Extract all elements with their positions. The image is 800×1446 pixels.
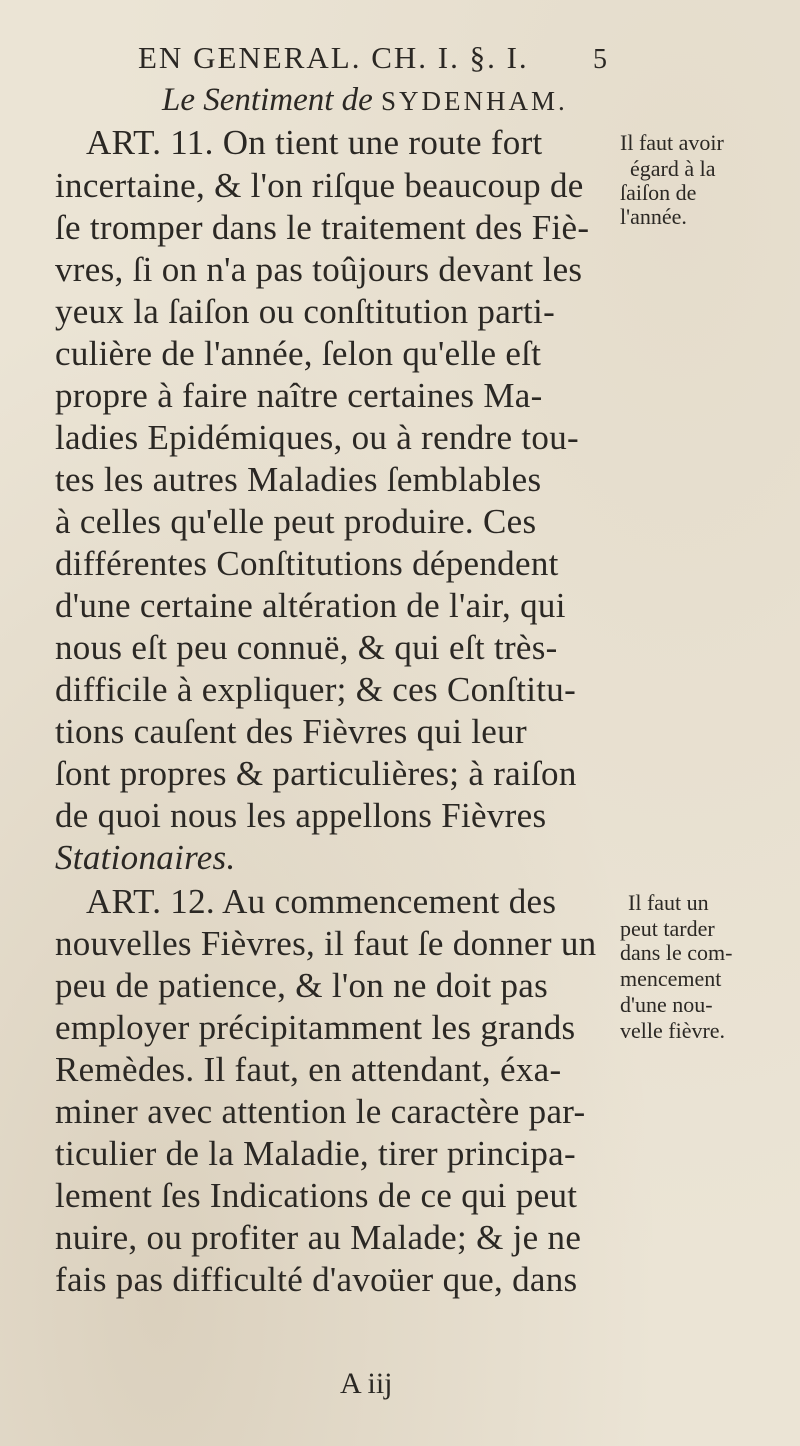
margin-note-line: Il faut avoir <box>620 130 724 155</box>
body-line: à celles qu'elle peut produire. Ces <box>55 502 537 541</box>
body-line: Remèdes. Il faut, en attendant, éxa- <box>55 1050 562 1089</box>
section-title-name: SYDENHAM. <box>381 86 568 116</box>
body-line: ART. 11. On tient une route fort <box>86 123 543 162</box>
margin-note-line: mencement <box>620 966 722 991</box>
margin-note-line: dans le com- <box>620 940 733 965</box>
body-line: ſont propres & particulières; à raiſon <box>55 754 577 793</box>
body-line: culière de l'année, ſelon qu'elle eſt <box>55 334 542 373</box>
running-head-text: EN GENERAL. CH. I. §. I. <box>138 40 529 75</box>
body-line: nouvelles Fièvres, il faut ſe donner un <box>55 924 597 963</box>
body-line: ART. 12. Au commencement des <box>86 882 557 921</box>
body-line: tions cauſent des Fièvres qui leur <box>55 712 527 751</box>
page-signature: 5 <box>593 44 609 75</box>
body-line: nuire, ou profiter au Malade; & je ne <box>55 1218 582 1257</box>
body-line: nous eſt peu connuë, & qui eſt très- <box>55 628 558 667</box>
margin-note-line: d'une nou- <box>620 992 713 1017</box>
body-line: lement ſes Indications de ce qui peut <box>55 1176 578 1215</box>
margin-note-line: Il faut un <box>628 890 709 915</box>
body-line: difficile à expliquer; & ces Conſtitu- <box>55 670 577 709</box>
body-line: Stationaires. <box>55 838 236 877</box>
body-line: employer précipitamment les grands <box>55 1008 576 1047</box>
body-line: ladies Epidémiques, ou à rendre tou- <box>55 418 579 457</box>
margin-note-line: peut tarder <box>620 916 715 941</box>
body-line: fais pas difficulté d'avoüer que, dans <box>55 1260 578 1299</box>
body-line: tes les autres Maladies ſemblables <box>55 460 542 499</box>
body-line: ticulier de la Maladie, tirer principa- <box>55 1134 576 1173</box>
margin-note-line: égard à la <box>630 156 716 181</box>
body-line: propre à faire naître certaines Ma- <box>55 376 543 415</box>
body-line: incertaine, & l'on riſque beaucoup de <box>55 166 584 205</box>
body-line: ſe tromper dans le traitement des Fiè- <box>55 208 590 247</box>
section-title-prefix: Le Sentiment de <box>162 82 373 118</box>
body-line: de quoi nous les appellons Fièvres <box>55 796 547 835</box>
body-line: peu de patience, & l'on ne doit pas <box>55 966 549 1005</box>
body-line: vres, ſi on n'a pas toûjours devant les <box>55 250 583 289</box>
margin-note-line: velle fièvre. <box>620 1018 726 1043</box>
body-line: différentes Conſtitutions dépendent <box>55 544 559 583</box>
margin-note-line: ſaiſon de <box>620 180 697 205</box>
body-line: d'une certaine altération de l'air, qui <box>55 586 566 625</box>
body-line: yeux la ſaiſon ou conſtitution parti- <box>55 292 556 331</box>
margin-note-line: l'année. <box>620 204 687 229</box>
signature-mark: A iij <box>340 1367 393 1400</box>
body-line: miner avec attention le caractère par- <box>55 1092 586 1131</box>
